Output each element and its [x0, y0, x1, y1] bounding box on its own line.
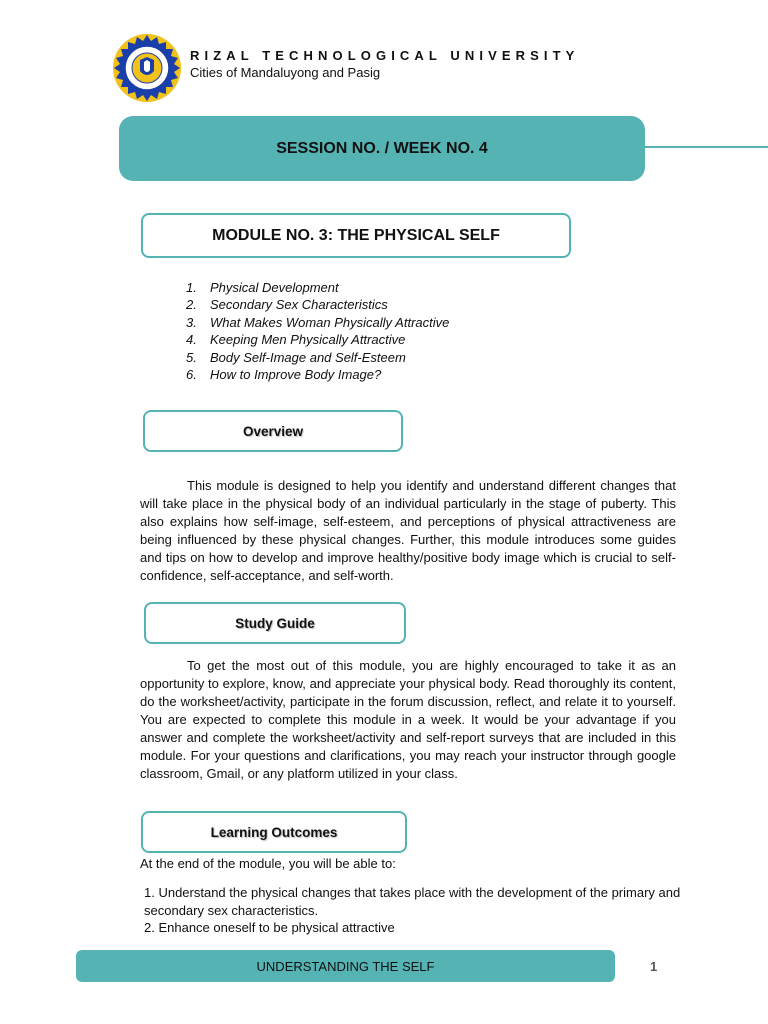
outcome-item: 2. Enhance oneself to be physical attractive: [144, 920, 395, 935]
topic-item: [186, 349, 449, 366]
overview-paragraph: This module is designed to help you identify and understand different changes that will take place in the physical body of an individual particularly in the stage of puberty. This also explains how self-image, self-esteem, and perceptions of physical attractiveness are being influenced by these physical changes. Further, this module introduces some guides and tips on how to develop and improve healthy/positive body image which is crucial to self-confidence, self-acceptance, and self-worth.: [140, 478, 676, 583]
overview-heading: Overview: [242, 423, 304, 439]
topic-number: 4.: [186, 332, 197, 348]
topic-item: [186, 279, 449, 296]
module-topic-list: [186, 279, 449, 383]
topic-text: Secondary Sex Characteristics: [210, 297, 388, 313]
university-location: Cities of Mandaluyong and Pasig: [190, 65, 381, 80]
topic-item: [186, 366, 449, 383]
overview-heading-box: [143, 410, 403, 452]
topic-text: Keeping Men Physically Attractive: [210, 332, 406, 348]
module-title: MODULE NO. 3: THE PHYSICAL SELF: [212, 226, 500, 244]
session-title: SESSION NO. / WEEK NO. 4: [276, 139, 488, 157]
footer-bar: [76, 950, 615, 982]
page-number: 1: [650, 959, 658, 974]
footer-label: UNDERSTANDING THE SELF: [256, 958, 435, 974]
session-banner: [119, 116, 645, 181]
topic-text: Body Self-Image and Self-Esteem: [210, 349, 406, 365]
topic-item: [186, 296, 449, 313]
module-title-box: [141, 213, 571, 258]
topic-number: 5.: [186, 349, 197, 365]
topic-text: How to Improve Body Image?: [210, 366, 382, 382]
topic-number: 1.: [186, 280, 197, 295]
topic-item: [186, 314, 449, 331]
study-guide-paragraph: To get the most out of this module, you are highly encouraged to take it as an opportunity to explore, know, and appreciate your physical body. Read thoroughly its content, do the worksheet/activity, participate in the forum discussion, reflect, and relate it to yourself. You are expected to complete this module in a week. It would be your advantage if you answer and complete the worksheet/activity and self-report surveys that are included in this module. For your questions and clarifications, you may reach your instructor through google classroom, Gmail, or any platform utilized in your class.: [140, 658, 676, 781]
learning-outcomes-list: [144, 884, 684, 937]
topic-number: 3.: [186, 314, 197, 330]
topic-text: Physical Development: [210, 280, 339, 295]
university-name: RIZAL TECHNOLOGICAL UNIVERSITY: [190, 48, 580, 63]
learning-outcomes-heading-box: [141, 811, 407, 853]
university-seal-icon: [112, 33, 182, 103]
outcome-item: 1. Understand the physical changes that takes place with the development of the primary and secondary sex characteristics.: [144, 885, 681, 918]
study-guide-heading-box: [144, 602, 406, 644]
topic-text: What Makes Woman Physically Attractive: [210, 314, 450, 330]
learning-outcomes-intro: At the end of the module, you will be able to:: [140, 856, 396, 871]
learning-outcomes-heading: Learning Outcomes: [210, 824, 338, 840]
topic-item: [186, 331, 449, 348]
topic-number: 6.: [186, 366, 197, 382]
session-divider: [645, 146, 768, 148]
topic-number: 2.: [186, 297, 197, 313]
study-guide-heading: Study Guide: [235, 615, 315, 631]
